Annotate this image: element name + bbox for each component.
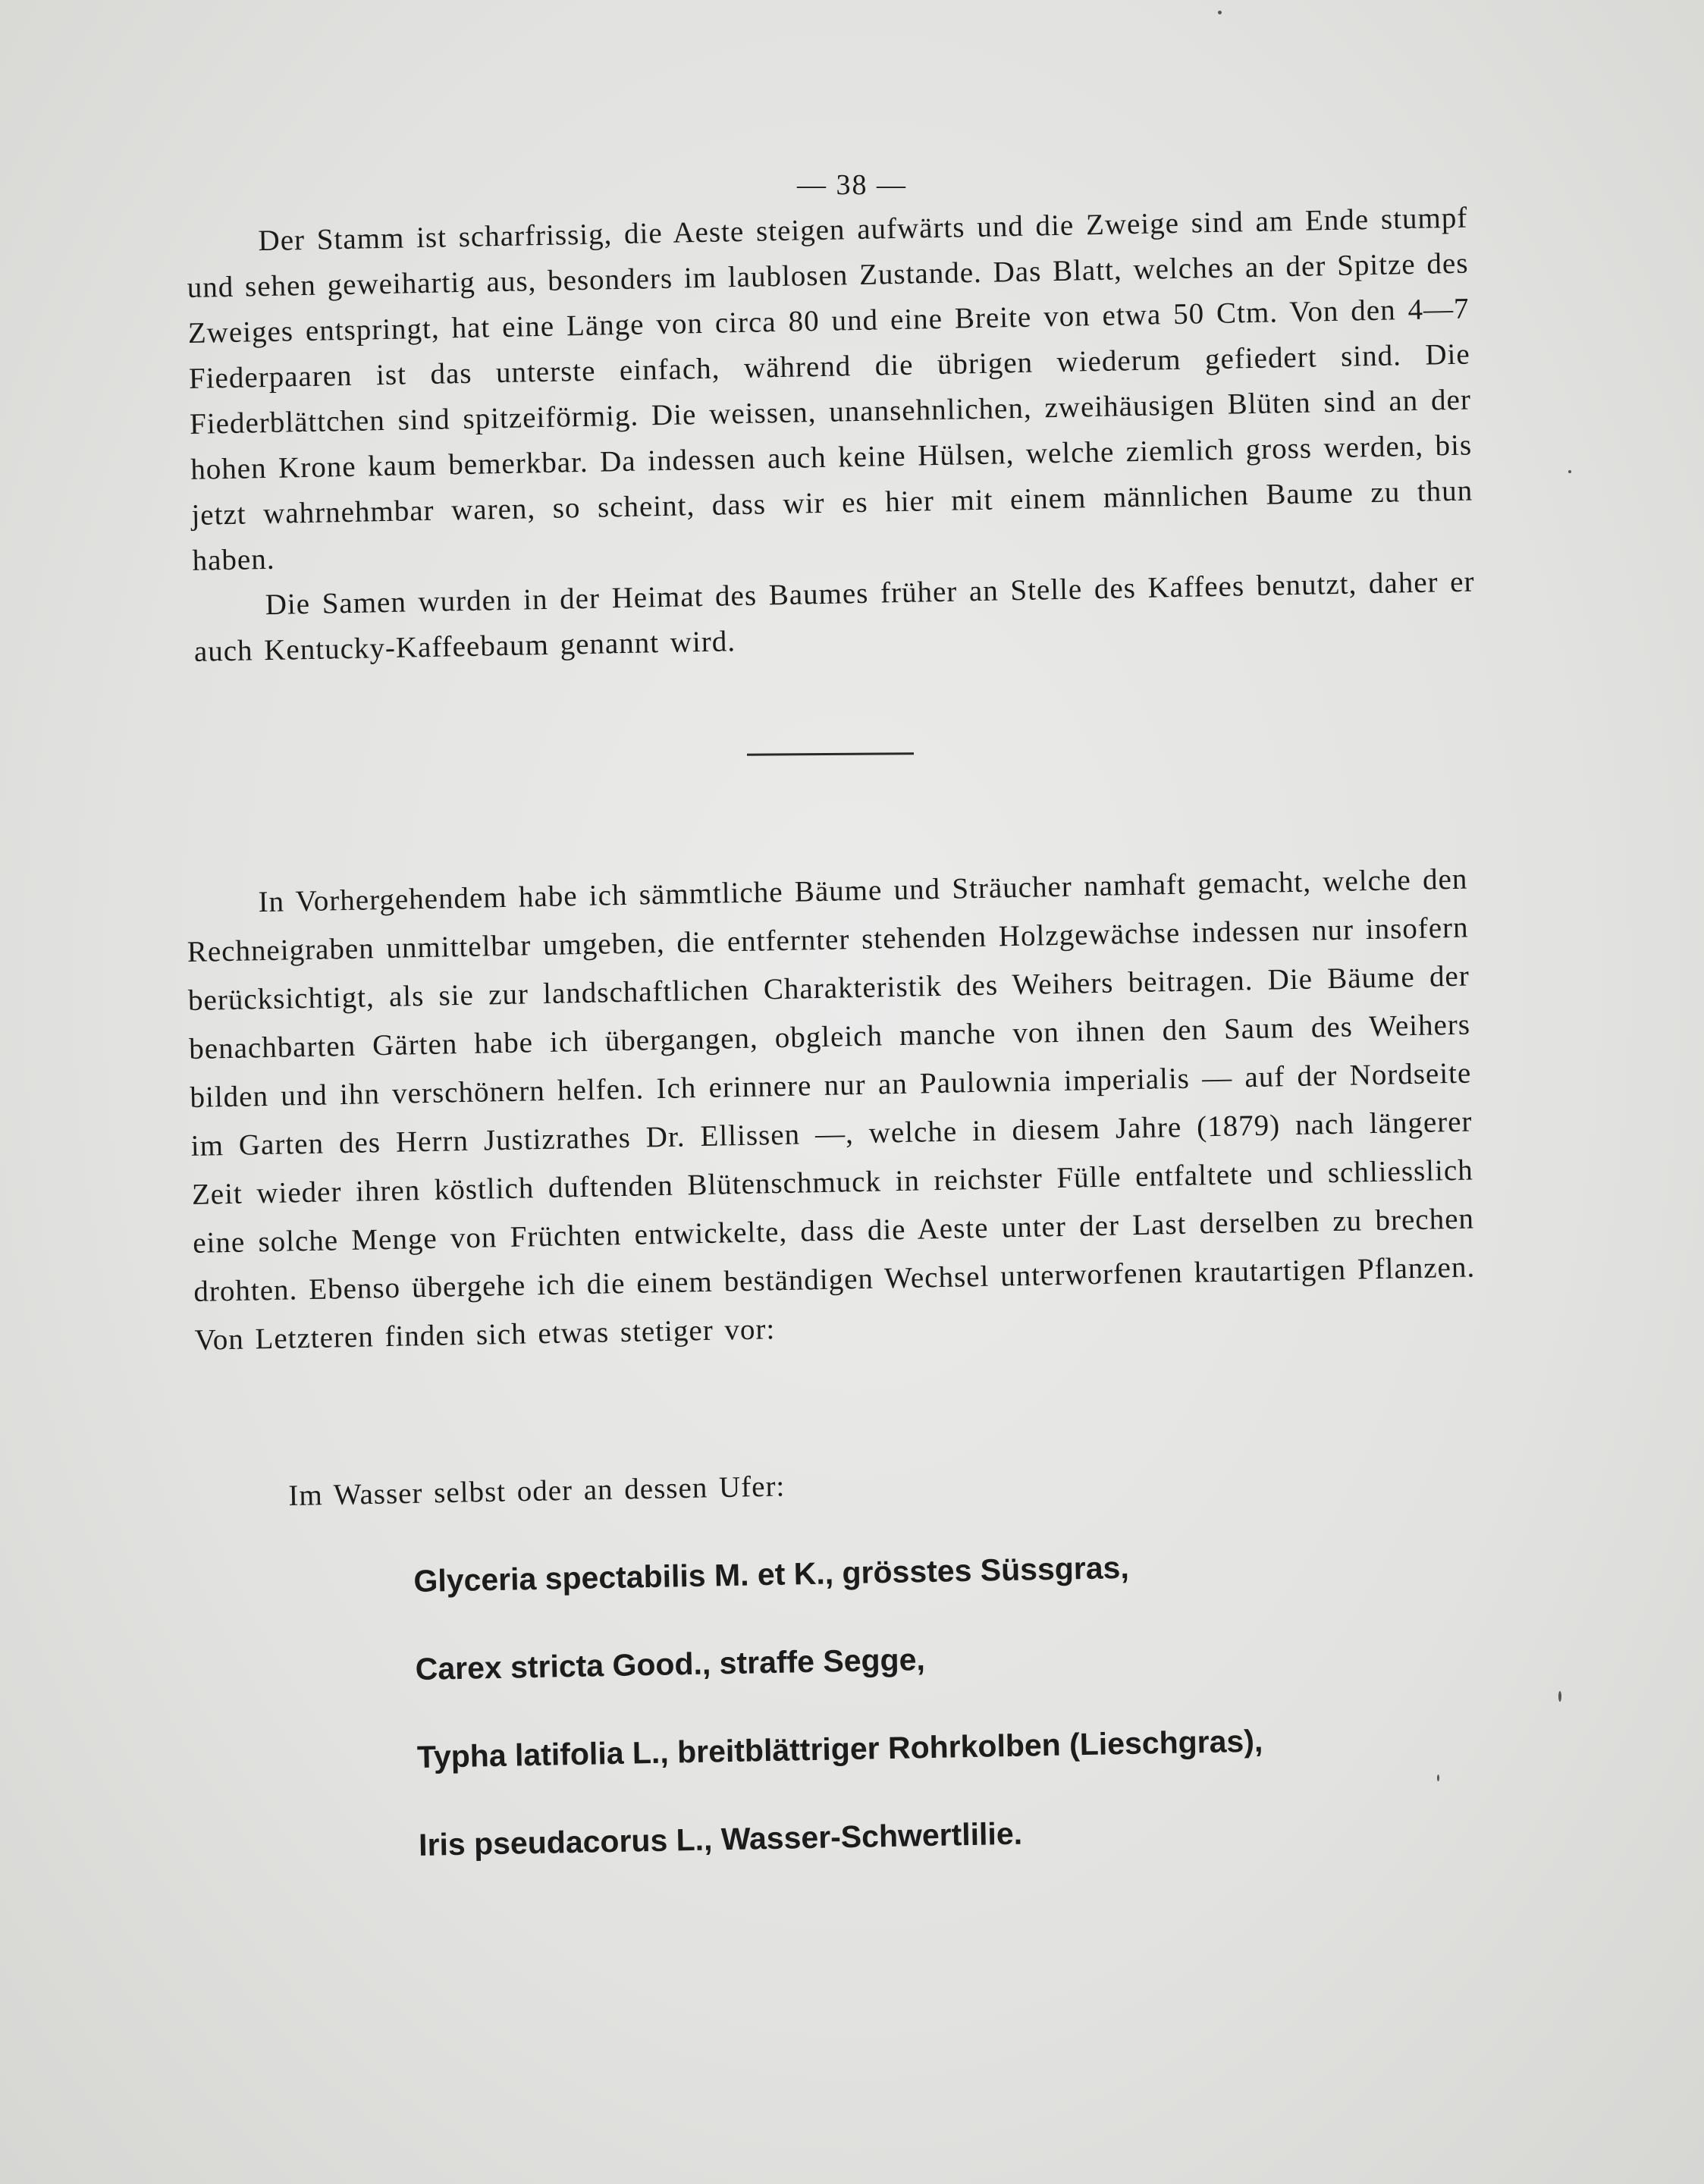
list-item: Glyceria spectabilis M. et K., grösstes Süssgras, bbox=[413, 1549, 1130, 1599]
section-divider bbox=[747, 752, 914, 756]
list-intro: Im Wasser selbst oder an dessen Ufer: bbox=[288, 1470, 786, 1512]
paper-speck bbox=[1558, 1691, 1561, 1702]
page-number: — 38 — bbox=[797, 169, 907, 201]
paragraph-summary bbox=[186, 855, 1476, 1365]
paragraph-tree-description bbox=[186, 196, 1476, 675]
list-item: Iris pseudacorus L., Wasser-Schwertlilie. bbox=[418, 1815, 1023, 1862]
plant-list bbox=[413, 1546, 1266, 1914]
paper-speck bbox=[1437, 1774, 1439, 1781]
list-item: Carex stricta Good., straffe Segge, bbox=[415, 1642, 926, 1687]
paper-speck bbox=[1218, 11, 1222, 14]
paragraph-text: Die Samen wurden in der Heimat des Baumes früher an Stelle des Kaffees benutzt, daher er auch Kentucky-Kaffeebaum genannt wird. bbox=[193, 565, 1475, 668]
paragraph-text: Der Stamm ist scharfrissig, die Aeste steigen aufwärts und die Zweige sind am Ende stumpf und sehen geweihartig aus, besonders im laublosen Zustande. Das Blatt, welches an der Spitze des Zweiges entspringt, hat eine Länge von circa 80 und eine Breite von etwa 50 Ctm. Von den 4—7 Fiederpaaren ist das unterste einfach, während die übrigen wiederum gefiedert sind. Die Fiederblättchen sind spitzeiförmig. Die weissen, unansehnlichen, zweihäusigen Blüten sind an der hohen Krone kaum bemerkbar. Da indessen auch keine Hülsen, welche ziemlich gross werden, bis jetzt wahrnehmbar waren, so scheint, dass wir es hier mit einem männlichen Baume zu thun haben. bbox=[187, 201, 1473, 577]
list-item: Typha latifolia L., breitblättriger Rohrkolben (Lieschgras), bbox=[416, 1723, 1263, 1774]
paragraph-text: In Vorhergehendem habe ich sämmtliche Bäume und Sträucher namhaft gemacht, welche den Rechneigraben unmittelbar umgeben, die entfernter stehenden Holzgewächse indessen nur insofern berücksichtigt, als sie zur landschaftlichen Charakteristik des Weihers beitragen. Die Bäume der benachbarten Gärten habe ich übergangen, obgleich manche von ihnen den Saum des Weihers bilden und ihn verschönern helfen. Ich erinnere nur an Paulownia imperialis — auf der Nordseite im Garten des Herrn Justizrathes Dr. Ellissen —, welche in diesem Jahre (1879) nach längerer Zeit wieder ihren köstlich duftenden Blütenschmuck in reichster Fülle entfaltete und schliesslich eine solche Menge von Früchten entwickelte, dass die Aeste unter der Last derselben zu brechen drohten. Ebenso übergehe ich die einem beständigen Wechsel unterworfenen krautartigen Pflanzen. Von Letzteren finden sich etwas stetiger vor: bbox=[187, 862, 1476, 1357]
paper-speck bbox=[1568, 470, 1571, 473]
